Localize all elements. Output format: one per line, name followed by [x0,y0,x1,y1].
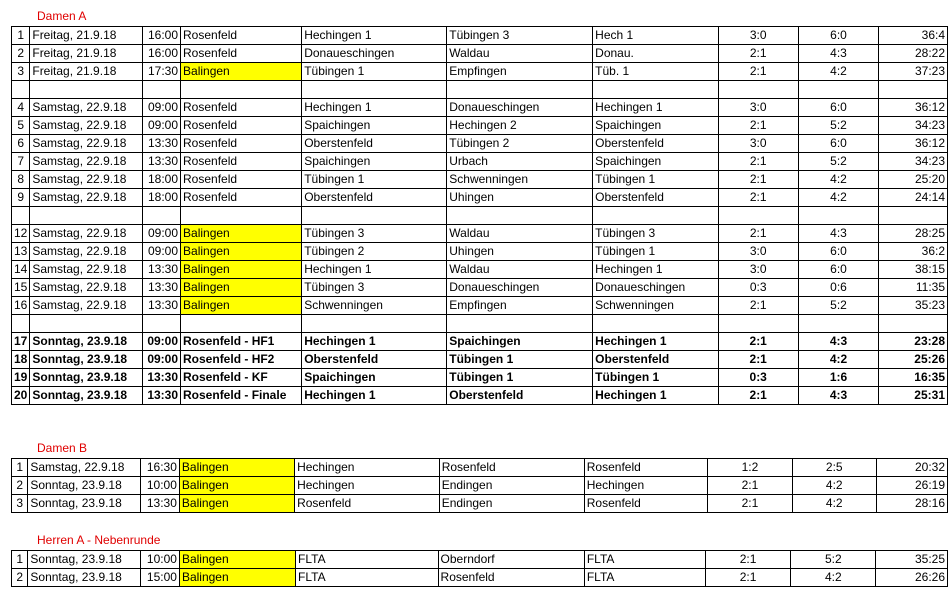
empty-cell [302,81,447,99]
spacer-row [12,207,948,225]
team-away: Donaueschingen [447,99,593,117]
table-row [12,387,948,405]
match-date: Sonntag, 23.9.18 [28,477,141,495]
sets-score: 1:2 [708,459,792,477]
team-home: Oberstenfeld [302,351,447,369]
table-row [12,171,948,189]
match-winner: Hechingen 1 [593,99,718,117]
empty-cell [30,207,142,225]
team-home: Hechingen 1 [302,27,447,45]
games-score: 4:3 [798,333,878,351]
empty-cell [12,207,30,225]
sets-score: 3:0 [718,135,798,153]
empty-cell [181,315,302,333]
table-row [12,477,948,495]
points-score: 36:12 [879,135,948,153]
match-winner: Donau. [593,45,718,63]
match-date: Samstag, 22.9.18 [30,225,142,243]
match-number: 16 [12,297,30,315]
points-score: 34:23 [879,153,948,171]
match-date: Samstag, 22.9.18 [30,117,142,135]
points-score: 38:15 [879,261,948,279]
empty-cell [12,81,30,99]
team-away: Spaichingen [447,333,593,351]
match-number: 6 [12,135,30,153]
points-score: 25:31 [879,387,948,405]
team-home: Oberstenfeld [302,189,447,207]
match-date: Samstag, 22.9.18 [30,171,142,189]
points-score: 36:4 [879,27,948,45]
sets-score: 0:3 [718,369,798,387]
match-time: 09:00 [142,351,180,369]
team-away: Waldau [447,225,593,243]
match-number: 1 [12,551,28,569]
match-time: 16:00 [142,27,180,45]
match-location: Balingen [181,225,302,243]
match-winner: Rosenfeld [584,495,708,513]
table-row [12,135,948,153]
table-row [12,551,948,569]
games-score: 6:0 [798,99,878,117]
empty-cell [718,81,798,99]
empty-cell [30,81,142,99]
match-location: Balingen [181,297,302,315]
match-number: 4 [12,99,30,117]
match-number: 9 [12,189,30,207]
sets-score: 2:1 [718,45,798,63]
table-row [12,225,948,243]
table-row [12,297,948,315]
match-date: Sonntag, 23.9.18 [30,387,142,405]
team-home: Oberstenfeld [302,135,447,153]
match-time: 10:00 [141,551,180,569]
team-away: Oberstenfeld [447,387,593,405]
games-score: 4:2 [798,171,878,189]
games-score: 5:2 [791,551,876,569]
match-winner: Tübingen 1 [593,369,718,387]
match-date: Freitag, 21.9.18 [30,27,142,45]
sets-score: 2:1 [705,551,790,569]
match-time: 09:00 [142,243,180,261]
empty-cell [718,315,798,333]
points-score: 35:25 [876,551,948,569]
table-row [12,63,948,81]
spacer-row [12,81,948,99]
match-date: Samstag, 22.9.18 [30,99,142,117]
match-date: Samstag, 22.9.18 [30,279,142,297]
games-score: 4:3 [798,225,878,243]
empty-cell [593,315,718,333]
match-winner: FLTA [584,569,705,587]
team-home: Tübingen 1 [302,63,447,81]
table-row [12,27,948,45]
empty-cell [302,315,447,333]
games-score: 5:2 [798,297,878,315]
match-location: Rosenfeld - Finale [181,387,302,405]
match-winner: FLTA [584,551,705,569]
games-score: 4:3 [798,387,878,405]
match-date: Freitag, 21.9.18 [30,45,142,63]
match-time: 13:30 [142,153,180,171]
games-score: 4:2 [798,351,878,369]
match-time: 09:00 [142,99,180,117]
empty-cell [879,207,948,225]
table-row [12,569,948,587]
match-number: 2 [12,45,30,63]
sets-score: 3:0 [718,27,798,45]
match-location: Balingen [181,63,302,81]
team-away: Empfingen [447,63,593,81]
games-score: 4:2 [798,63,878,81]
match-number: 12 [12,225,30,243]
match-location: Balingen [179,551,295,569]
match-time: 16:00 [142,45,180,63]
team-away: Hechingen 2 [447,117,593,135]
match-number: 19 [12,369,30,387]
table-row [12,369,948,387]
sets-score: 2:1 [708,495,792,513]
match-number: 13 [12,243,30,261]
match-location: Rosenfeld [181,45,302,63]
points-score: 36:2 [879,243,948,261]
sets-score: 3:0 [718,243,798,261]
match-time: 13:30 [142,387,180,405]
match-number: 2 [12,477,28,495]
points-score: 28:16 [876,495,947,513]
match-time: 13:30 [142,135,180,153]
team-away: Schwenningen [447,171,593,189]
match-winner: Tüb. 1 [593,63,718,81]
points-score: 25:20 [879,171,948,189]
match-number: 8 [12,171,30,189]
games-score: 1:6 [798,369,878,387]
points-score: 36:12 [879,99,948,117]
points-score: 35:23 [879,297,948,315]
empty-cell [879,81,948,99]
empty-cell [447,207,593,225]
team-away: Waldau [447,45,593,63]
points-score: 37:23 [879,63,948,81]
games-score: 0:6 [798,279,878,297]
table-row [12,279,948,297]
match-number: 14 [12,261,30,279]
empty-cell [593,81,718,99]
match-number: 18 [12,351,30,369]
team-away: Tübingen 1 [447,369,593,387]
points-score: 28:22 [879,45,948,63]
table-row [12,99,948,117]
match-location: Rosenfeld [181,117,302,135]
match-time: 18:00 [142,189,180,207]
team-away: Empfingen [447,297,593,315]
empty-cell [718,207,798,225]
empty-cell [142,315,180,333]
match-number: 17 [12,333,30,351]
team-home: Tübingen 3 [302,279,447,297]
match-number: 20 [12,387,30,405]
table-row [12,45,948,63]
match-time: 13:30 [142,261,180,279]
team-home: FLTA [296,551,439,569]
points-score: 20:32 [876,459,947,477]
table-row [12,333,948,351]
match-number: 1 [12,27,30,45]
team-home: FLTA [296,569,439,587]
match-time: 10:00 [141,477,180,495]
table-row [12,351,948,369]
sets-score: 2:1 [718,387,798,405]
match-location: Balingen [179,459,294,477]
match-date: Sonntag, 23.9.18 [28,569,141,587]
match-time: 13:30 [142,297,180,315]
match-location: Rosenfeld [181,99,302,117]
points-score: 23:28 [879,333,948,351]
match-winner: Tübingen 3 [593,225,718,243]
sets-score: 2:1 [718,225,798,243]
team-home: Hechingen 1 [302,333,447,351]
team-away: Rosenfeld [438,569,584,587]
table-row [12,243,948,261]
points-score: 28:25 [879,225,948,243]
sets-score: 2:1 [718,171,798,189]
sets-score: 2:1 [705,569,790,587]
match-date: Sonntag, 23.9.18 [30,369,142,387]
match-date: Sonntag, 23.9.18 [28,495,141,513]
games-score: 5:2 [798,153,878,171]
match-number: 2 [12,569,28,587]
match-winner: Schwenningen [593,297,718,315]
table-herren-a [11,550,948,587]
sets-score: 2:1 [718,153,798,171]
games-score: 4:2 [791,569,876,587]
games-score: 4:2 [792,477,876,495]
team-home: Spaichingen [302,117,447,135]
sets-score: 2:1 [718,297,798,315]
match-location: Rosenfeld [181,171,302,189]
sets-score: 3:0 [718,99,798,117]
match-time: 09:00 [142,117,180,135]
match-date: Samstag, 22.9.18 [30,243,142,261]
team-home: Tübingen 2 [302,243,447,261]
empty-cell [447,81,593,99]
games-score: 4:3 [798,45,878,63]
match-time: 18:00 [142,171,180,189]
sets-score: 2:1 [718,63,798,81]
empty-cell [798,315,878,333]
empty-cell [142,81,180,99]
match-location: Rosenfeld - KF [181,369,302,387]
match-winner: Hechingen 1 [593,387,718,405]
match-winner: Tübingen 1 [593,243,718,261]
table-row [12,261,948,279]
match-time: 17:30 [142,63,180,81]
team-away: Endingen [439,477,584,495]
match-location: Balingen [179,495,294,513]
games-score: 4:2 [792,495,876,513]
points-score: 16:35 [879,369,948,387]
match-winner: Hechingen [584,477,708,495]
team-away: Waldau [447,261,593,279]
empty-cell [181,207,302,225]
team-home: Hechingen 1 [302,261,447,279]
team-away: Uhingen [447,189,593,207]
match-winner: Rosenfeld [584,459,708,477]
team-away: Tübingen 3 [447,27,593,45]
match-location: Balingen [181,279,302,297]
team-away: Rosenfeld [439,459,584,477]
match-date: Sonntag, 23.9.18 [30,333,142,351]
match-time: 09:00 [142,225,180,243]
match-time: 15:00 [141,569,180,587]
match-number: 15 [12,279,30,297]
empty-cell [798,207,878,225]
match-date: Samstag, 22.9.18 [30,189,142,207]
team-away: Urbach [447,153,593,171]
table-row [12,495,948,513]
games-score: 6:0 [798,27,878,45]
empty-cell [593,207,718,225]
match-location: Rosenfeld [181,189,302,207]
team-away: Donaueschingen [447,279,593,297]
sets-score: 2:1 [718,189,798,207]
match-location: Rosenfeld - HF2 [181,351,302,369]
match-time: 16:30 [141,459,180,477]
match-date: Samstag, 22.9.18 [30,135,142,153]
empty-cell [798,81,878,99]
match-number: 3 [12,495,28,513]
team-away: Oberndorf [438,551,584,569]
match-winner: Hechingen 1 [593,333,718,351]
match-winner: Spaichingen [593,153,718,171]
points-score: 24:14 [879,189,948,207]
match-winner: Oberstenfeld [593,135,718,153]
match-winner: Donaueschingen [593,279,718,297]
table-row [12,459,948,477]
table-damen-b [11,458,948,513]
team-home: Spaichingen [302,369,447,387]
match-date: Sonntag, 23.9.18 [30,351,142,369]
match-time: 13:30 [141,495,180,513]
match-date: Samstag, 22.9.18 [30,297,142,315]
match-time: 13:30 [142,369,180,387]
match-location: Balingen [179,477,294,495]
empty-cell [142,207,180,225]
match-winner: Hech 1 [593,27,718,45]
games-score: 2:5 [792,459,876,477]
section-title-damen-a: Damen A [37,9,87,23]
sets-score: 0:3 [718,279,798,297]
match-location: Balingen [179,569,295,587]
match-location: Rosenfeld - HF1 [181,333,302,351]
empty-cell [30,315,142,333]
match-date: Samstag, 22.9.18 [30,261,142,279]
sets-score: 3:0 [718,261,798,279]
match-winner: Tübingen 1 [593,171,718,189]
match-date: Samstag, 22.9.18 [30,153,142,171]
match-time: 09:00 [142,333,180,351]
team-home: Tübingen 1 [302,171,447,189]
empty-cell [302,207,447,225]
match-winner: Spaichingen [593,117,718,135]
match-location: Rosenfeld [181,135,302,153]
points-score: 11:35 [879,279,948,297]
match-number: 3 [12,63,30,81]
team-away: Uhingen [447,243,593,261]
match-winner: Oberstenfeld [593,351,718,369]
empty-cell [181,81,302,99]
match-winner: Hechingen 1 [593,261,718,279]
match-winner: Oberstenfeld [593,189,718,207]
team-home: Hechingen 1 [302,99,447,117]
team-away: Tübingen 1 [447,351,593,369]
games-score: 6:0 [798,261,878,279]
team-home: Hechingen [295,459,440,477]
team-home: Tübingen 3 [302,225,447,243]
match-date: Sonntag, 23.9.18 [28,551,141,569]
team-home: Schwenningen [302,297,447,315]
match-number: 5 [12,117,30,135]
match-number: 7 [12,153,30,171]
team-home: Hechingen 1 [302,387,447,405]
points-score: 26:26 [876,569,948,587]
match-location: Balingen [181,243,302,261]
spacer-row [12,315,948,333]
team-home: Spaichingen [302,153,447,171]
sets-score: 2:1 [718,117,798,135]
games-score: 5:2 [798,117,878,135]
empty-cell [447,315,593,333]
empty-cell [879,315,948,333]
match-date: Samstag, 22.9.18 [28,459,141,477]
points-score: 25:26 [879,351,948,369]
table-row [12,153,948,171]
match-time: 13:30 [142,279,180,297]
section-title-damen-b: Damen B [37,441,88,455]
match-location: Rosenfeld [181,153,302,171]
table-row [12,117,948,135]
games-score: 4:2 [798,189,878,207]
table-damen-a [11,26,948,405]
team-home: Hechingen [295,477,440,495]
team-home: Donaueschingen [302,45,447,63]
games-score: 6:0 [798,135,878,153]
table-row [12,189,948,207]
team-away: Tübingen 2 [447,135,593,153]
sets-score: 2:1 [718,333,798,351]
empty-cell [12,315,30,333]
match-location: Balingen [181,261,302,279]
section-title-herren-a: Herren A - Nebenrunde [37,533,161,547]
points-score: 26:19 [876,477,947,495]
sets-score: 2:1 [718,351,798,369]
games-score: 6:0 [798,243,878,261]
points-score: 34:23 [879,117,948,135]
match-location: Rosenfeld [181,27,302,45]
match-date: Freitag, 21.9.18 [30,63,142,81]
team-home: Rosenfeld [295,495,440,513]
team-away: Endingen [439,495,584,513]
match-number: 1 [12,459,28,477]
sets-score: 2:1 [708,477,792,495]
